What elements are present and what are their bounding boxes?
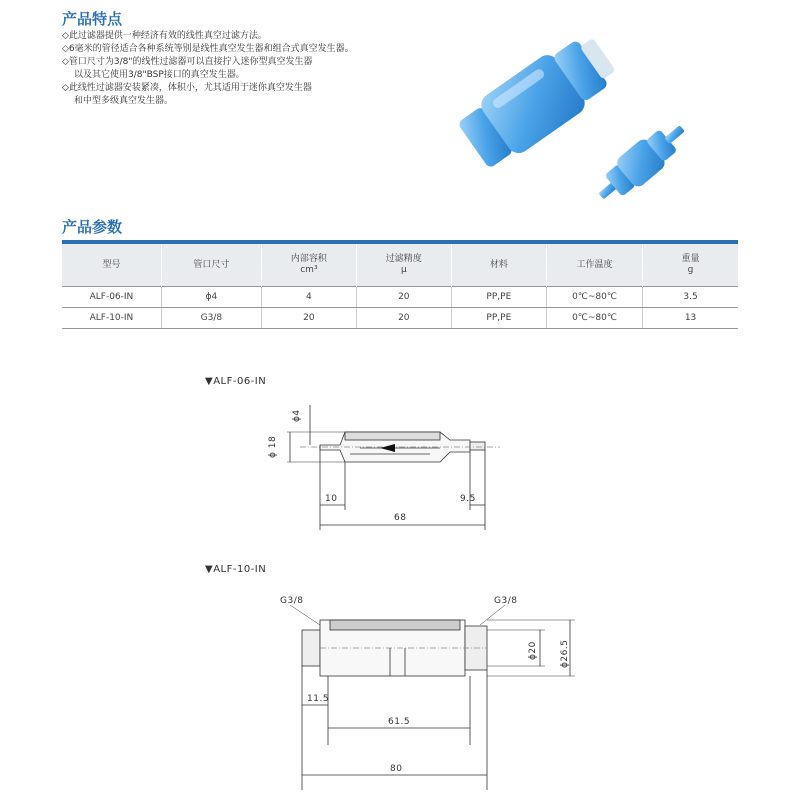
- col-header: 重量 g: [643, 244, 738, 287]
- table-cell: 0℃~80℃: [547, 287, 643, 308]
- table-cell: 3.5: [643, 287, 738, 308]
- dim-thread-left: G3/8: [280, 596, 304, 606]
- table-cell: ϕ4: [161, 287, 261, 308]
- dim-inner-diameter: ϕ20: [528, 641, 538, 660]
- col-header: 型号: [62, 244, 161, 287]
- table-cell: PP,PE: [451, 287, 546, 308]
- dim-right: 9.5: [460, 494, 476, 504]
- table-cell: 20: [356, 308, 451, 329]
- dim-left: 10: [325, 494, 338, 504]
- small-filter-image: [589, 114, 693, 210]
- table-cell: 0℃~80℃: [547, 308, 643, 329]
- spec-table: [62, 244, 738, 329]
- feature-line: 以及其它使用3/8"BSP接口的真空发生器。: [74, 70, 245, 80]
- table-row: [62, 308, 738, 329]
- flow-arrow: [380, 444, 395, 452]
- col-header: 工作温度: [547, 244, 643, 287]
- dim-left-2: 11.5: [307, 694, 330, 704]
- dim-body: ϕ 18: [268, 435, 278, 458]
- col-header: 过滤精度 μ: [356, 244, 451, 287]
- dim-length-2: 80: [390, 764, 403, 774]
- dim-port: ϕ4: [292, 409, 302, 422]
- table-row: [62, 287, 738, 308]
- col-header: 内部容积 cm³: [261, 244, 356, 287]
- feature-line: ◇管口尺寸为3/8"的线性过滤器可以直接拧入迷你型真空发生器: [62, 57, 313, 67]
- table-cell: 20: [356, 287, 451, 308]
- table-cell: ALF-06-IN: [62, 287, 161, 308]
- drawing1-label: ▼ALF-06-IN: [205, 376, 267, 387]
- params-title: 产品参数: [62, 218, 123, 236]
- dim-length: 68: [394, 513, 407, 523]
- table-cell: PP,PE: [451, 308, 546, 329]
- table-cell: 4: [261, 287, 356, 308]
- dim-thread-right: G3/8: [494, 596, 518, 606]
- feature-line: ◇6毫米的管径适合各种系统等别是线性真空发生器和组合式真空发生器。: [62, 44, 354, 54]
- feature-line: 和中型多级真空发生器。: [74, 96, 174, 106]
- table-cell: G3/8: [161, 308, 261, 329]
- features-list: [62, 30, 422, 108]
- product-photo: [440, 20, 700, 220]
- feature-line: ◇此线性过滤器安装紧凑，体积小，尤其适用于迷你真空发生器: [62, 83, 312, 93]
- table-cell: 20: [261, 308, 356, 329]
- table-header-row: [62, 244, 738, 287]
- features-title: 产品特点: [62, 10, 123, 28]
- col-header: 管口尺寸: [161, 244, 261, 287]
- large-filter-image: [454, 26, 624, 173]
- col-header: 材料: [451, 244, 546, 287]
- drawing2-label: ▼ALF-10-IN: [205, 564, 267, 575]
- table-cell: 13: [643, 308, 738, 329]
- dim-outer-diameter: ϕ26.5: [560, 639, 570, 668]
- dim-middle-2: 61.5: [388, 717, 411, 727]
- feature-line: ◇此过滤器提供一种经济有效的线性真空过滤方法。: [62, 31, 267, 41]
- table-cell: ALF-10-IN: [62, 308, 161, 329]
